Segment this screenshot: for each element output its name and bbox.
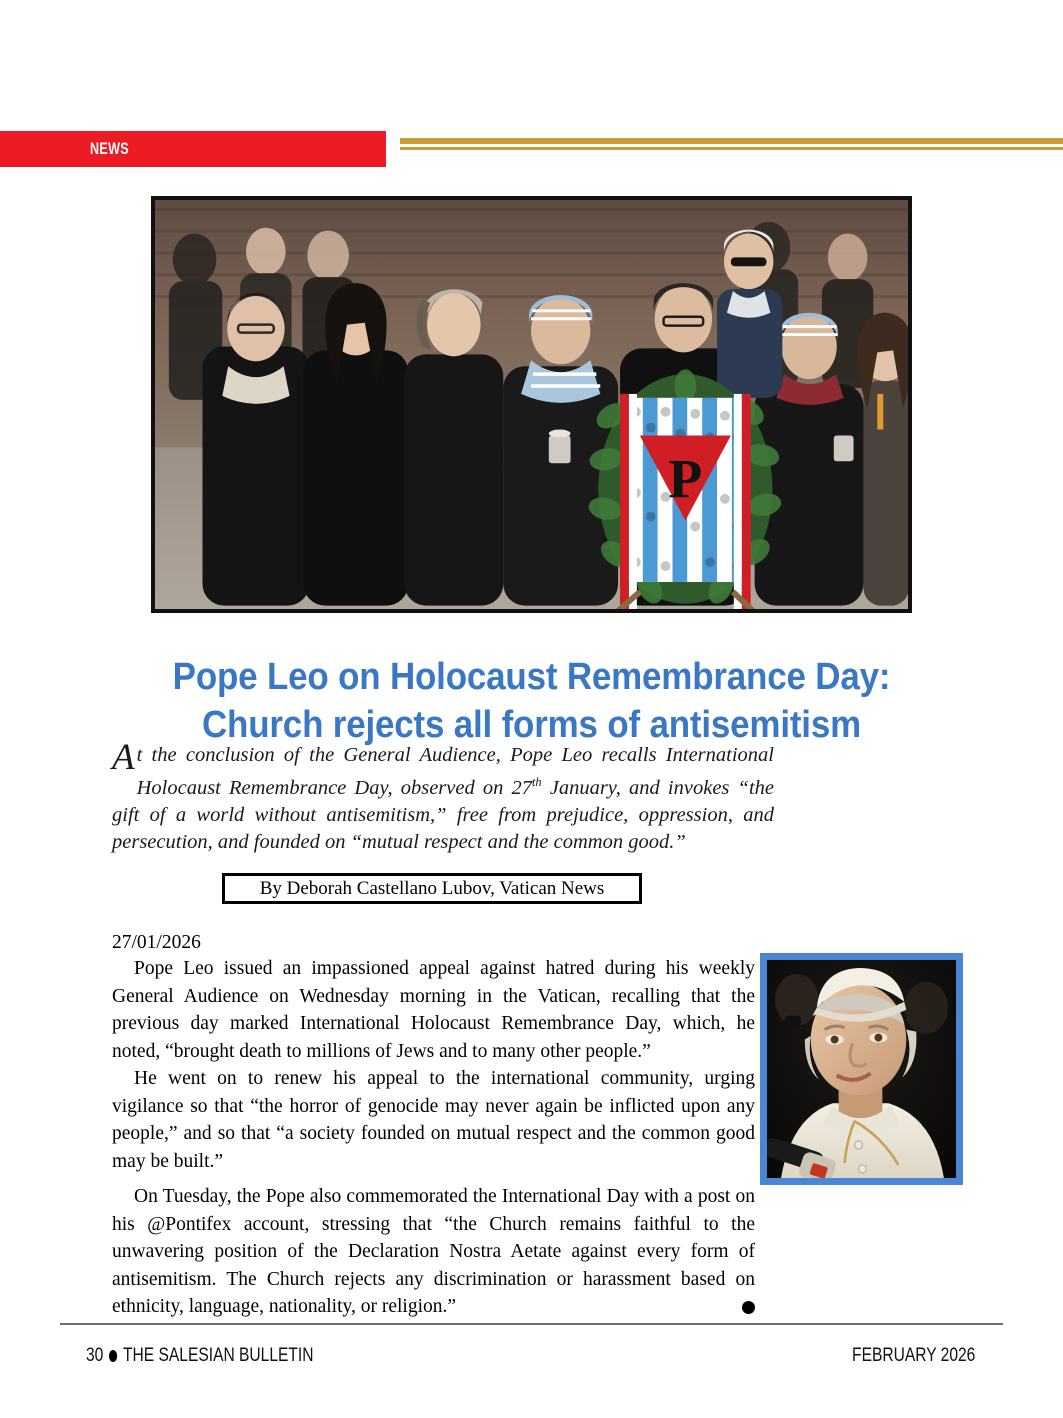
publication-name: THE SALESIAN BULLETIN [123,1345,314,1366]
standfirst-ordinal-superscript: th [532,775,542,789]
article-standfirst [112,737,774,856]
article-paragraph [112,1183,755,1321]
footer-dot-icon [109,1350,117,1362]
footer-divider [60,1323,1003,1325]
section-label: NEWS [90,139,129,158]
pope-portrait-image [767,960,956,1179]
page-footer [60,1340,1003,1374]
article-paragraph: Pope Leo issued an impassioned appeal against hatred during his weekly General Audience on Wednesday morning in the Vatican, recalling that the previous day marked International Holocaust Remembrance Day, which, he noted, “brought death to millions of Jews and to many other people.” [112,958,755,1062]
byline-box [222,873,642,904]
end-of-article-mark [742,1301,755,1314]
svg-text:P: P [668,447,703,509]
lead-photo-image [155,200,908,613]
lead-photo [151,196,912,613]
article-paragraph-text: On Tuesday, the Pope also commemorated the International Day with a post on his @Pontifex account, stressing that “the Church remains faithful to the unwavering position of the Declaration Nostra Aetate against every form of antisemitism. The Church rejects any discrimination or harassment based on ethnicity, language, nationality, or religion.” [112,1186,755,1317]
page-header [0,131,1063,167]
article-dateline: 27/01/2026 [112,932,201,953]
page-number: 30 [86,1345,104,1366]
byline-text: By Deborah Castellano Lubov, Vatican News [259,877,605,899]
section-banner [0,131,386,167]
article-body-bottom [112,1183,755,1321]
footer-left-group [86,1345,313,1367]
article-headline [60,653,1003,749]
issue-date: FEBRUARY 2026 [851,1345,975,1366]
drop-cap: A [112,737,135,778]
pope-portrait-photo [760,953,963,1185]
header-gold-rules [400,138,1063,150]
article-body-top [112,955,755,1175]
article-paragraph: He went on to renew his appeal to the international community, urging vigilance so that “the horror of genocide may never again be inflicted upon any people,” and so that “a society founded on mutual respect and the common good may be built.” [112,1068,755,1172]
gold-rule-thin [400,147,1063,150]
headline-line-1: Pope Leo on Holocaust Remembrance Day: [172,656,891,699]
standfirst-part-2: January, and invokes “the gift of a world without antisemitism,” free from prejudice, oppression, and persecution, and founded on “mutual respect and the common good.” [112,776,774,853]
standfirst-part-1: t the conclusion of the General Audience, Pope Leo recalls International Holocaust Remembrance Day, observed on 27 [136,744,774,799]
headline-line-2: Church rejects all forms of antisemitism [201,704,862,747]
